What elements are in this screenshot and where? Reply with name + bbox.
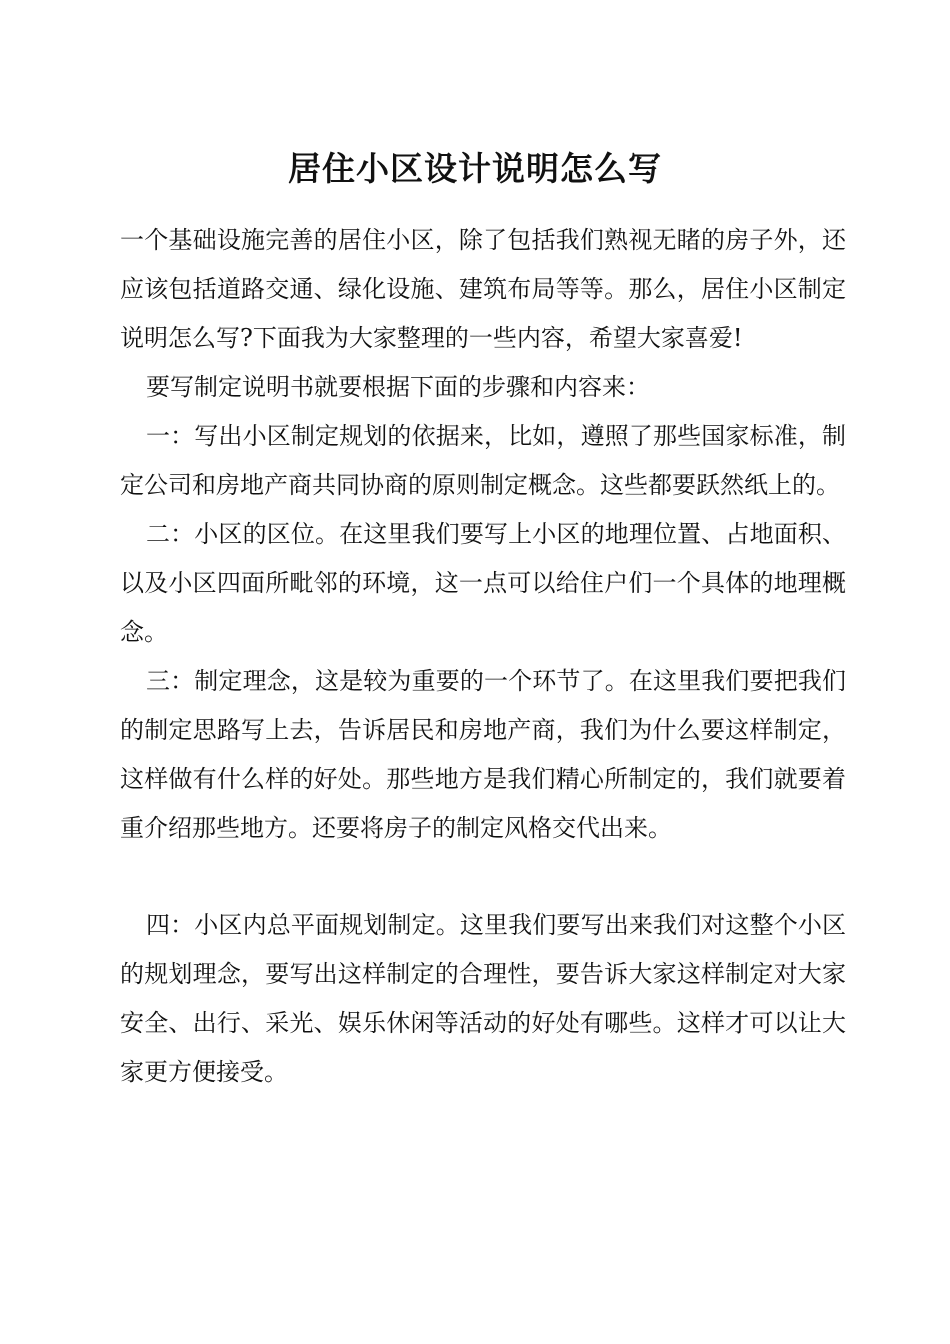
step-one-paragraph: 一：写出小区制定规划的依据来，比如，遵照了那些国家标准，制定公司和房地产商共同协商的原则制定概念。这些都要跃然纸上的。 <box>120 422 846 499</box>
step-four-paragraph: 四：小区内总平面规划制定。这里我们要写出来我们对这整个小区的规划理念，要写出这样制定的合理性，要告诉大家这样制定对大家安全、出行、采光、娱乐休闲等活动的好处有哪些。这样才可以让大家更方便接受。 <box>120 911 846 1086</box>
step-three-paragraph: 三：制定理念，这是较为重要的一个环节了。在这里我们要把我们的制定思路写上去，告诉居民和房地产商，我们为什么要这样制定，这样做有什么样的好处。那些地方是我们精心所制定的，我们就要着重介绍那些地方。还要将房子的制定风格交代出来。 <box>120 667 846 842</box>
document-title: 居住小区设计说明怎么写 <box>288 149 662 188</box>
step-two-paragraph: 二：小区的区位。在这里我们要写上小区的地理位置、占地面积、以及小区四面所毗邻的环境，这一点可以给住户们一个具体的地理概念。 <box>120 520 846 646</box>
steps-lead-paragraph: 要写制定说明书就要根据下面的步骤和内容来： <box>146 373 650 401</box>
intro-paragraph: 一个基础设施完善的居住小区，除了包括我们熟视无睹的房子外，还应该包括道路交通、绿化设施、建筑布局等等。那么，居住小区制定说明怎么写?下面我为大家整理的一些内容，希望大家喜爱! <box>120 226 846 352</box>
document-body <box>120 216 846 1097</box>
paragraph-spacer <box>120 853 846 901</box>
